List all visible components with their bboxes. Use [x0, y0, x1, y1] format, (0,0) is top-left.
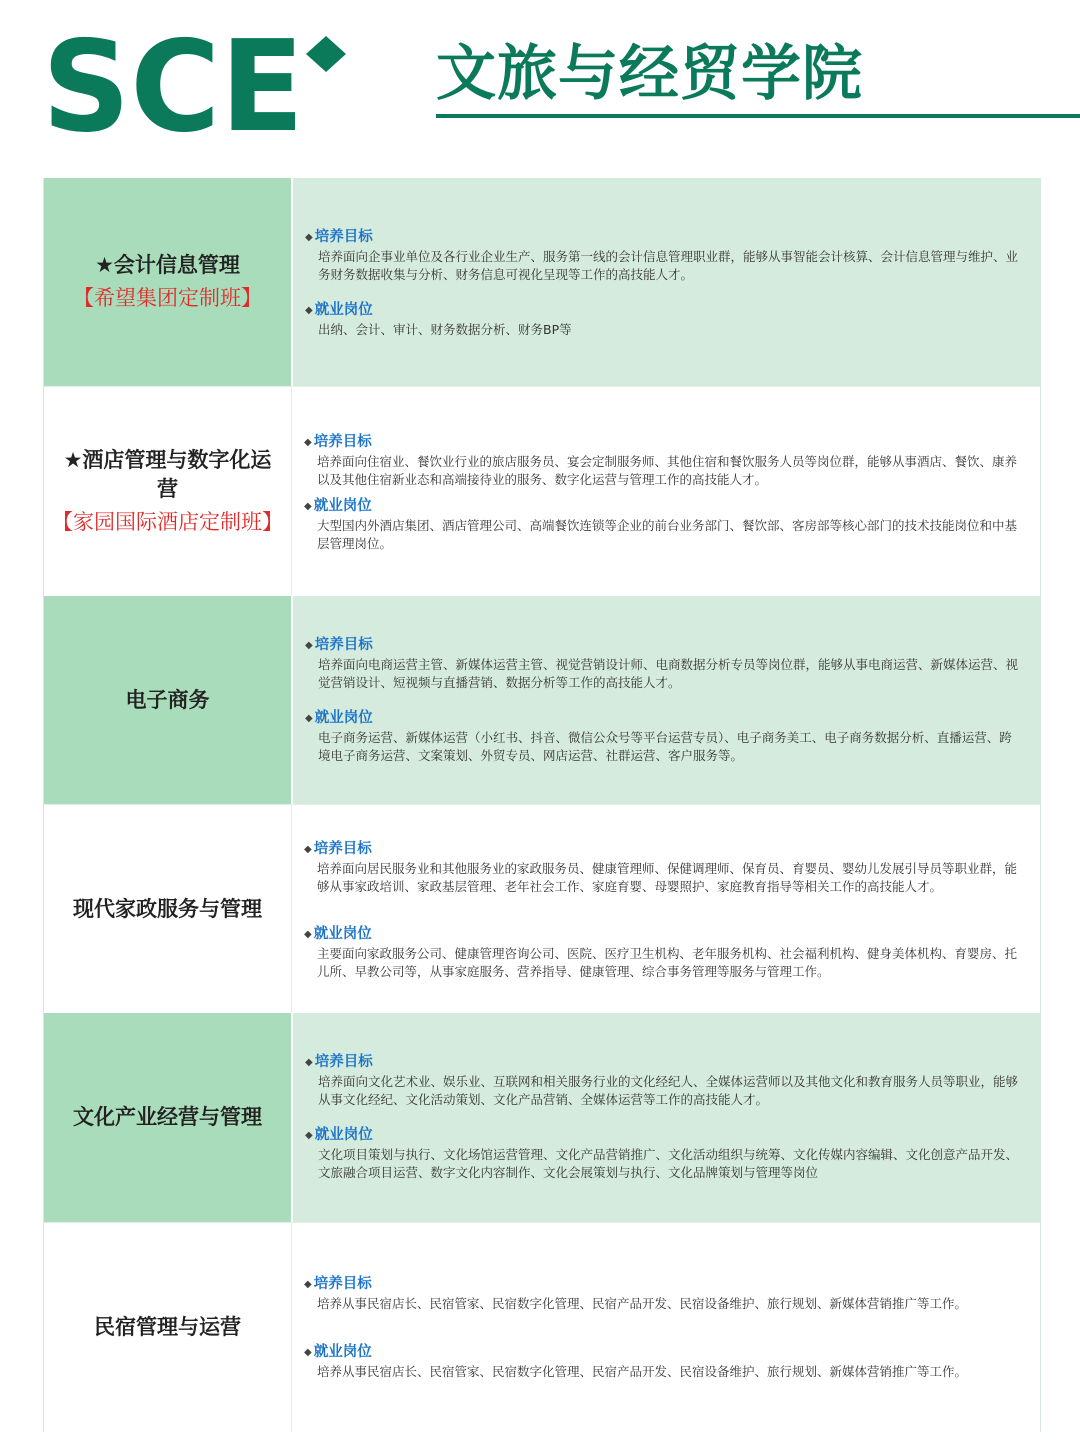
major-name: 文化产业经营与管理	[73, 1105, 262, 1129]
logo-text: SCE	[42, 22, 304, 140]
job-label: 就业岗位	[313, 1344, 372, 1360]
major-name: 民宿管理与运营	[94, 1315, 241, 1339]
job-text: 文化项目策划与执行、文化场馆运营管理、文化产品营销推广、文化活动组织与统筹、文化传媒内容编辑、文化创意产品开发、文旅融合项目运营、数字文化内容制作、文化会展策划与执行、文化品牌策划与管理等岗位	[318, 1147, 1019, 1180]
job-section	[304, 497, 1020, 553]
job-text: 培养从事民宿店长、民宿管家、民宿数字化管理、民宿产品开发、民宿设备维护、旅行规划、新媒体营销推广等工作。	[317, 1364, 968, 1379]
job-label: 就业岗位	[314, 1127, 373, 1143]
goal-label: 培养目标	[313, 1276, 372, 1292]
header-divider	[436, 114, 1080, 118]
goal-label: 培养目标	[314, 1054, 373, 1070]
goal-section	[305, 1053, 1021, 1109]
job-text: 主要面向家政服务公司、健康管理咨询公司、医院、医疗卫生机构、老年服务机构、社会福利机构、健身美体机构、育婴房、托儿所、早教公司等，从事家庭服务、营养指导、健康管理、综合事务管理等服务与管理工作。	[317, 946, 1018, 979]
goal-section	[305, 636, 1021, 692]
major-cell	[44, 805, 291, 1014]
job-label: 就业岗位	[313, 498, 372, 514]
bullet-icon: ◆	[304, 1279, 312, 1290]
goal-label: 培养目标	[314, 229, 373, 245]
table-row	[44, 1222, 1040, 1432]
bullet-icon: ◆	[305, 640, 313, 651]
table-row	[44, 1013, 1040, 1222]
job-text: 电子商务运营、新媒体运营（小红书、抖音、微信公众号等平台运营专员）、电子商务美工、电子商务数据分析、直播运营、跨境电子商务运营、文案策划、外贸专员、网店运营、社群运营、客户服务等。	[318, 730, 1012, 763]
major-cell	[44, 1223, 291, 1432]
custom-class: 【家园国际酒店定制班】	[52, 510, 283, 534]
bullet-icon: ◆	[304, 1347, 312, 1358]
sce-logo	[42, 22, 362, 140]
bullet-icon: ◆	[304, 437, 312, 448]
majors-table	[43, 178, 1041, 1432]
job-section	[304, 1343, 1020, 1381]
major-cell	[44, 1013, 291, 1222]
major-name: 电子商务	[125, 687, 210, 712]
bullet-icon: ◆	[305, 232, 313, 243]
major-name: ★会计信息管理	[95, 252, 240, 277]
job-text: 大型国内外酒店集团、酒店管理公司、高端餐饮连锁等企业的前台业务部门、餐饮部、客房部等核心部门的技术技能岗位和中基层管理岗位。	[317, 518, 1018, 551]
job-section	[305, 1126, 1021, 1182]
goal-section	[304, 433, 1020, 489]
job-section	[305, 709, 1021, 765]
table-row	[44, 178, 1040, 386]
bullet-icon: ◆	[304, 929, 312, 940]
info-cell	[291, 178, 1040, 386]
job-text: 出纳、会计、审计、财务数据分析、财务BP等	[318, 322, 572, 337]
major-cell	[44, 387, 291, 597]
major-cell	[44, 178, 291, 386]
goal-label: 培养目标	[313, 841, 372, 857]
major-name: ★酒店管理与数字化运营	[63, 448, 272, 501]
goal-label: 培养目标	[313, 434, 372, 450]
bullet-icon: ◆	[304, 844, 312, 855]
goal-section	[305, 228, 1021, 284]
bullet-icon: ◆	[305, 305, 313, 316]
major-name: 现代家政服务与管理	[73, 897, 262, 921]
college-name: 文旅与经贸学院	[436, 39, 863, 109]
bullet-icon: ◆	[305, 1057, 313, 1068]
major-cell	[44, 596, 291, 804]
info-cell	[291, 596, 1040, 804]
info-cell	[291, 387, 1040, 597]
info-cell	[291, 1223, 1040, 1432]
goal-text: 培养面向文化艺术业、娱乐业、互联网和相关服务行业的文化经纪人、全媒体运营师以及其他文化和教育服务人员等职业，能够从事文化经纪、文化活动策划、文化产品营销、全媒体运营等工作的高技能人才。	[318, 1074, 1019, 1107]
diamond-icon	[306, 36, 346, 72]
goal-label: 培养目标	[314, 637, 373, 653]
bullet-icon: ◆	[305, 713, 313, 724]
job-label: 就业岗位	[314, 710, 373, 726]
table-row	[44, 596, 1040, 804]
info-cell	[291, 1013, 1040, 1222]
bullet-icon: ◆	[304, 501, 312, 512]
goal-section	[304, 1275, 1020, 1313]
table-row	[44, 804, 1040, 1014]
page-header	[0, 0, 1080, 178]
goal-text: 培养面向住宿业、餐饮业行业的旅店服务员、宴会定制服务师、其他住宿和餐饮服务人员等岗位群，能够从事酒店、餐饮、康养以及其他住宿新业态和高端接待业的服务、数字化运营与管理工作的高技能人才。	[317, 454, 1018, 487]
goal-text: 培养面向企事业单位及各行业企业生产、服务第一线的会计信息管理职业群，能够从事智能会计核算、会计信息管理与维护、业务财务数据收集与分析、财务信息可视化呈现等工作的高技能人才。	[318, 249, 1019, 282]
job-label: 就业岗位	[313, 926, 372, 942]
bullet-icon: ◆	[305, 1130, 313, 1141]
custom-class: 【希望集团定制班】	[73, 285, 262, 310]
goal-text: 培养面向电商运营主管、新媒体运营主管、视觉营销设计师、电商数据分析专员等岗位群，能够从事电商运营、新媒体运营、视觉营销设计、短视频与直播营销、数据分析等工作的高技能人才。	[318, 657, 1019, 690]
job-section	[304, 925, 1020, 981]
goal-section	[304, 840, 1020, 896]
info-cell	[291, 805, 1040, 1014]
goal-text: 培养从事民宿店长、民宿管家、民宿数字化管理、民宿产品开发、民宿设备维护、旅行规划、新媒体营销推广等工作。	[317, 1296, 968, 1311]
table-row	[44, 386, 1040, 597]
goal-text: 培养面向居民服务业和其他服务业的家政服务员、健康管理师、保健调理师、保育员、育婴员、婴幼儿发展引导员等职业群，能够从事家政培训、家政基层管理、老年社会工作、家庭育婴、母婴照护、家庭教育指导等相关工作的高技能人才。	[317, 861, 1018, 894]
job-label: 就业岗位	[314, 302, 373, 318]
job-section	[305, 301, 1021, 339]
